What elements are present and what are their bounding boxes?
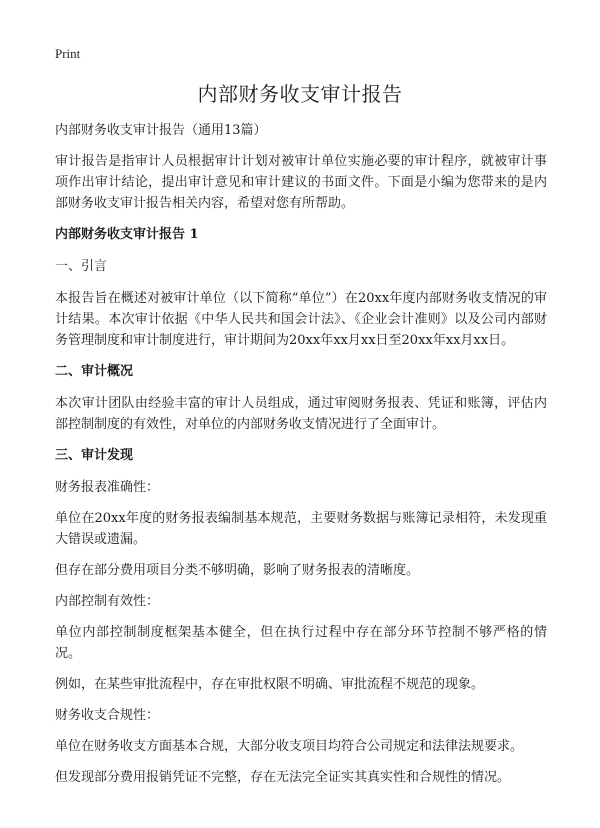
finding-paragraph: 单位在财务收支方面基本合规，大部分收支项目均符合公司规定和法律法规要求。	[55, 739, 524, 754]
document-subtitle: 内部财务收支审计报告（通用13篇）	[55, 123, 267, 138]
finding-paragraph: 但发现部分费用报销凭证不完整，存在无法完全证实其真实性和合规性的情况。	[55, 770, 511, 785]
section-title: 内部财务收支审计报告 1	[55, 227, 199, 242]
finding-paragraph: 但存在部分费用项目分类不够明确，影响了财务报表的清晰度。	[55, 563, 420, 578]
subheading-internal-control: 内部控制有效性：	[55, 594, 160, 609]
introduction-paragraph: 本报告旨在概述对被审计单位（以下简称“单位”）在20xx年度内部财务收支情况的审计结果。本次审计依据《中华人民共和国会计法》、《企业会计准则》以及公司内部财务管理制度和审计制度进行，审计期间为20xx年xx月xx日至20xx年xx月xx日。	[55, 291, 547, 348]
document-body	[55, 120, 547, 798]
print-link[interactable]: Print	[55, 46, 81, 61]
subheading-compliance: 财务收支合规性：	[55, 708, 160, 723]
page-title: 内部财务收支审计报告	[197, 82, 403, 106]
finding-paragraph: 单位在20xx年度的财务报表编制基本规范，主要财务数据与账簿记录相符，未发现重大错误或遗漏。	[55, 511, 547, 547]
finding-paragraph: 单位内部控制制度框架基本健全，但在执行过程中存在部分环节控制不够严格的情况。	[55, 625, 547, 661]
subheading-report-accuracy: 财务报表准确性：	[55, 480, 160, 495]
heading-audit-findings: 三、审计发现	[55, 448, 134, 463]
overview-paragraph: 本次审计团队由经验丰富的审计人员组成，通过审阅财务报表、凭证和账簿，评估内部控制制度的有效性，对单位的内部财务收支情况进行了全面审计。	[55, 396, 547, 432]
intro-paragraph: 审计报告是指审计人员根据审计计划对被审计单位实施必要的审计程序，就被审计事项作出审计结论，提出审计意见和审计建议的书面文件。下面是小编为您带来的是内部财务收支审计报告相关内容，希望对您有所帮助。	[55, 154, 547, 211]
finding-paragraph: 例如，在某些审批流程中，存在审批权限不明确、审批流程不规范的现象。	[55, 677, 485, 692]
heading-introduction: 一、引言	[55, 259, 108, 274]
heading-audit-overview: 二、审计概况	[55, 364, 134, 379]
